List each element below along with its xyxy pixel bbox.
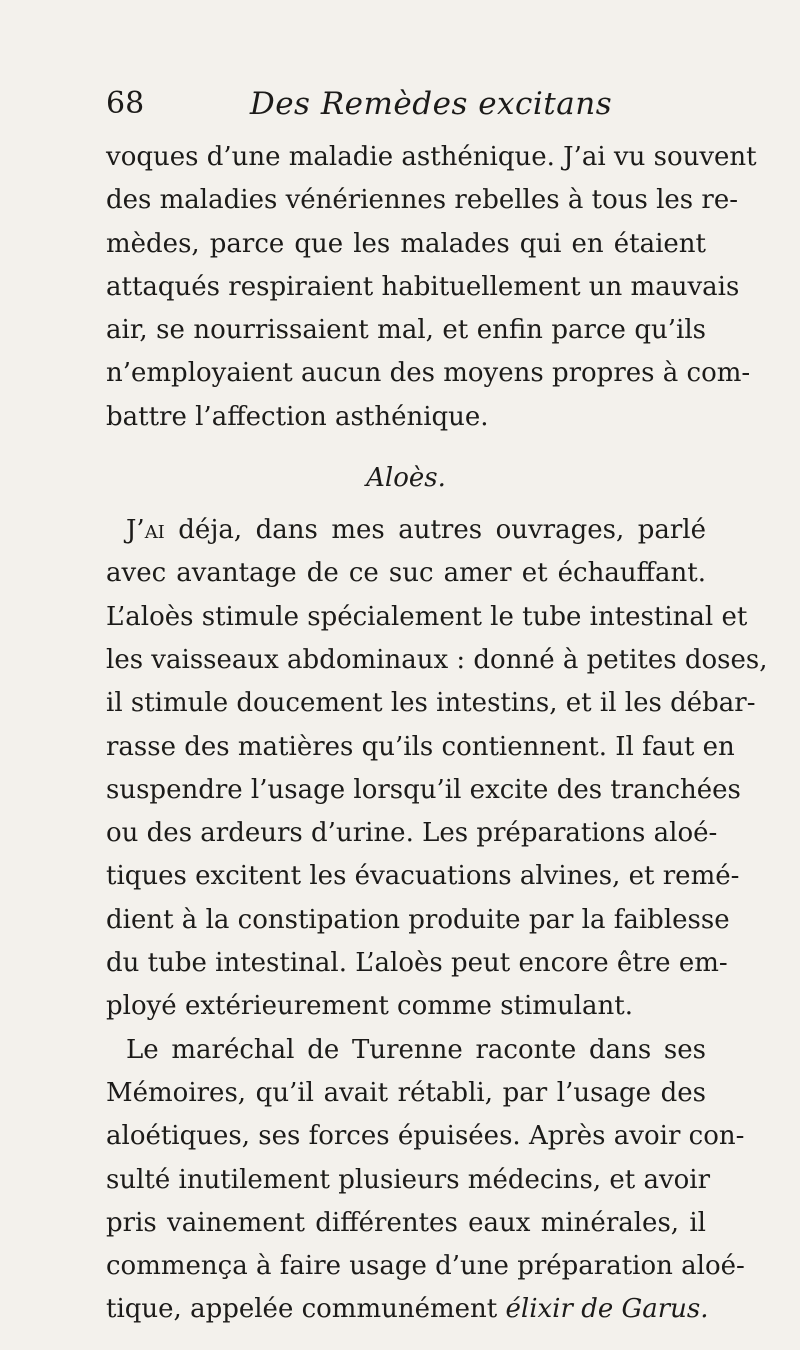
remedy-name: élixir de Garus. (505, 1294, 709, 1325)
paragraph-continuation (106, 136, 757, 439)
text-line: il stimule doucement les intestins, et il les débar- (106, 688, 756, 719)
text-line: Le maréchal de Turenne raconte dans ses (126, 1034, 706, 1065)
text-line (106, 509, 706, 552)
text-line: pris vainement différentes eaux minérales, il (106, 1207, 706, 1238)
paragraph-aloes-intro (106, 509, 768, 1029)
text-line: mèdes, parce que les malades qui en étaient (106, 228, 706, 259)
text-line: ployé extérieurement comme stimulant. (106, 991, 633, 1022)
line-rest: déja, dans mes autres ouvrages, parlé (164, 515, 706, 546)
page-number: 68 (106, 86, 145, 121)
line-start: tique, appelée communément (106, 1294, 506, 1325)
drop-word: J’ai (126, 515, 165, 546)
text-line: rasse des matières qu’ils contiennent. Il faut en (106, 731, 735, 762)
paragraph-turenne (106, 1029, 745, 1332)
text-line: les vaisseaux abdominaux : donné à petites doses, (106, 644, 768, 675)
text-line: n’employaient aucun des moyens propres à com- (106, 358, 751, 389)
body-text (106, 136, 768, 1332)
section-heading: Aloès. (366, 463, 446, 494)
text-line: avec avantage de ce suc amer et échauffant. (106, 558, 706, 589)
text-line: attaqués respiraient habituellement un mauvais (106, 271, 740, 302)
text-line: suspendre l’usage lorsqu’il excite des tranchées (106, 774, 741, 805)
text-line: voques d’une maladie asthénique. J’ai vu souvent (106, 142, 757, 172)
text-line: aloétiques, ses forces épuisées. Après avoir con- (106, 1121, 745, 1152)
text-line (106, 1288, 709, 1331)
text-line: tiques excitent les évacuations alvines, et remé- (106, 861, 740, 892)
running-title: Des Remèdes excitans (249, 86, 613, 122)
text-line: battre l’affection asthénique. (106, 401, 489, 432)
text-line: ou des ardeurs d’urine. Les préparations aloé- (106, 818, 718, 849)
text-line: Mémoires, qu’il avait rétabli, par l’usage des (106, 1077, 706, 1108)
text-line: sulté inutilement plusieurs médecins, et avoir (106, 1164, 711, 1195)
text-line: du tube intestinal. L’aloès peut encore être em- (106, 948, 728, 979)
text-line: L’aloès stimule spécialement le tube intestinal et (106, 601, 748, 632)
text-line: des maladies vénériennes rebelles à tous les re- (106, 185, 738, 216)
text-line: dient à la constipation produite par la faiblesse (106, 904, 730, 935)
text-line: commença à faire usage d’une préparation aloé- (106, 1251, 745, 1282)
text-line: air, se nourrissaient mal, et enfin parce qu’ils (106, 315, 706, 346)
page-header (106, 84, 706, 128)
